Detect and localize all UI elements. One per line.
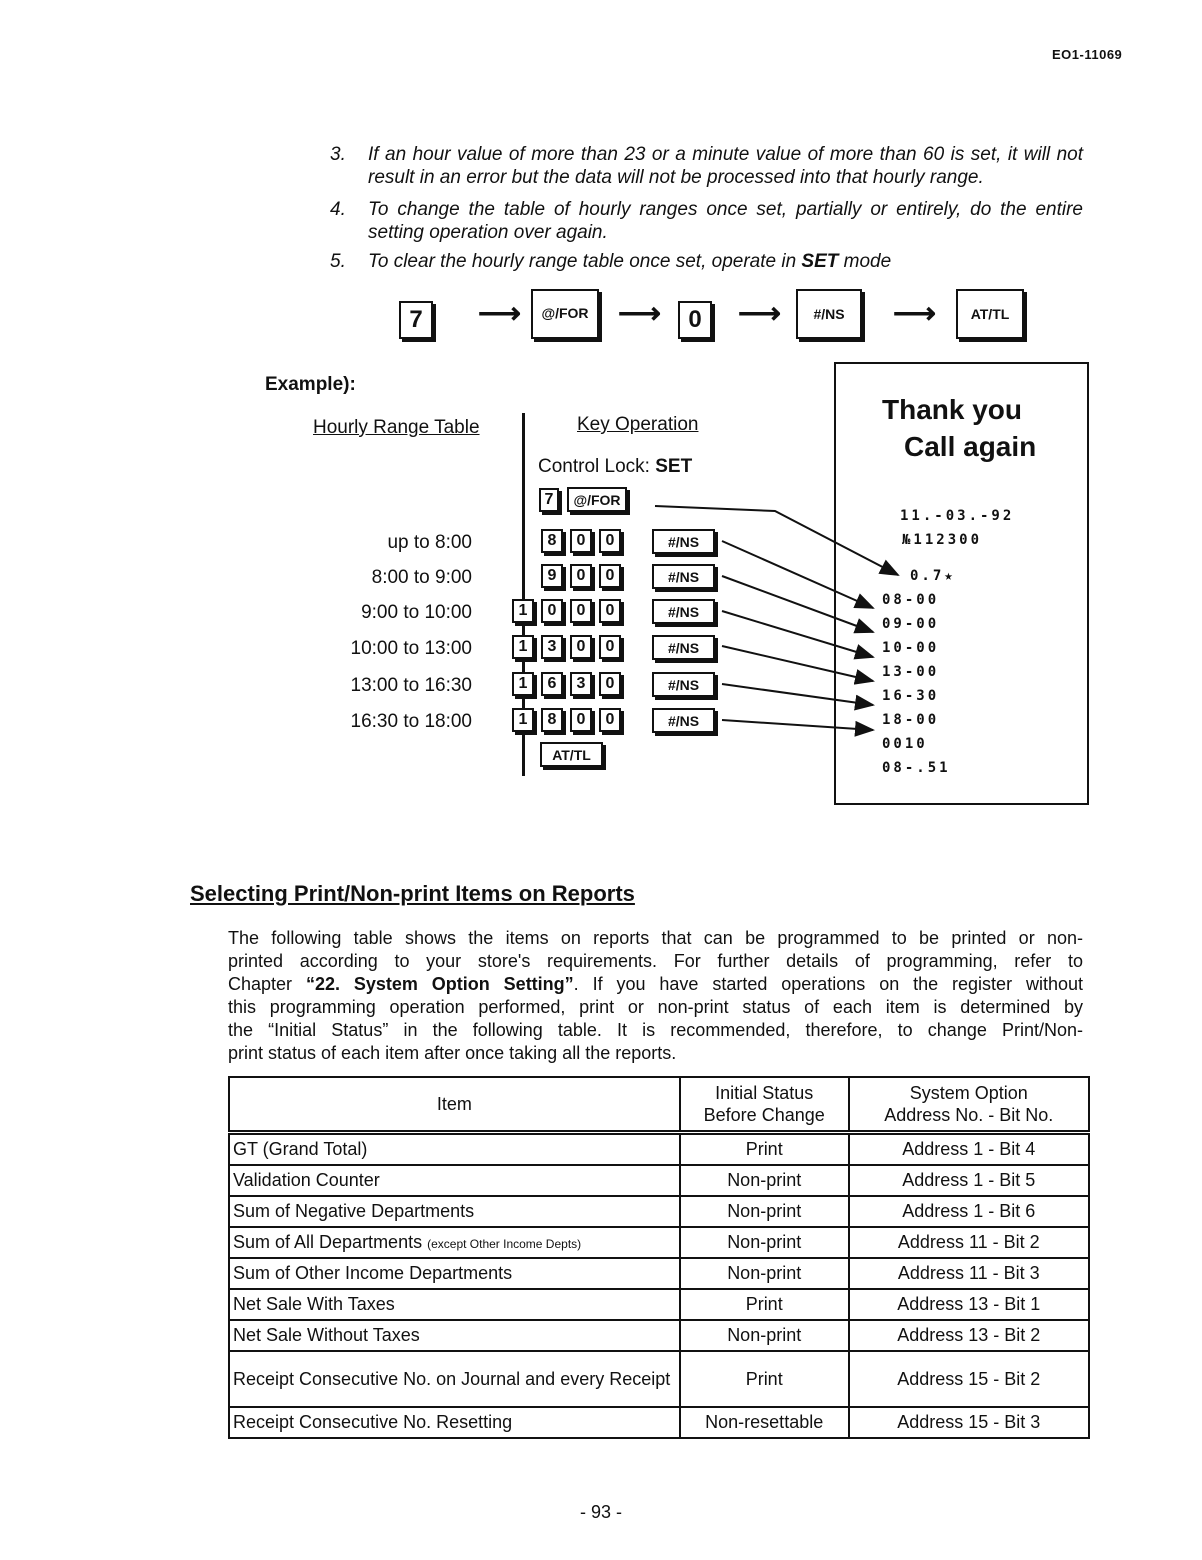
item-text: Sum of Other Income Departments	[233, 1263, 513, 1283]
key-0: 0	[678, 301, 712, 339]
digit-key: 0	[599, 529, 621, 553]
range-label: 10:00 to 13:00	[350, 638, 472, 659]
digit-key: 1	[512, 599, 534, 623]
header-item: Item	[229, 1077, 680, 1133]
item-text: Receipt Consecutive No. on Journal and every Receipt	[233, 1369, 671, 1389]
key-at-for: @/FOR	[567, 487, 627, 512]
receipt-line: 18-00	[882, 712, 940, 728]
arrow-right-icon: ⟶	[738, 297, 782, 330]
item-cell	[229, 1165, 680, 1196]
item-cell	[229, 1258, 680, 1289]
note-text: To clear the hourly range table once set, operate in SET mode	[368, 251, 892, 272]
key-ns: #/NS	[652, 672, 715, 697]
digit-key: 0	[570, 564, 592, 588]
status-cell: Print	[680, 1289, 849, 1320]
digit-key: 0	[570, 708, 592, 732]
receipt-line: 13-00	[882, 664, 940, 680]
status-cell: Non-print	[680, 1258, 849, 1289]
receipt-line: 09-00	[882, 616, 940, 632]
key-operation-heading: Key Operation	[577, 414, 699, 435]
digit-key: 0	[570, 635, 592, 659]
digit-key: 0	[541, 599, 563, 623]
hourly-range-heading: Hourly Range Table	[313, 417, 480, 438]
arrow-right-icon: ⟶	[618, 297, 662, 330]
table-row	[229, 1289, 1089, 1320]
receipt-line: 0010	[882, 736, 928, 752]
item-cell	[229, 1320, 680, 1351]
key-ns: #/NS	[652, 564, 715, 589]
section-paragraph: The following table shows the items on reports that can be programmed to be printed or non- printed according to your store's requirements. For further details of programming, refer to Chapter “22. System Option Setting”. If you have started operations on the register without this programming operation performed, print or non-print status of each item is determined by the “Initial Status” in the following table. It is recommended, therefore, to change Print/Non- print status of each item after once taking all the reports.	[228, 928, 1083, 1063]
digit-key: 0	[599, 708, 621, 732]
address-cell: Address 1 - Bit 4	[849, 1133, 1089, 1166]
table-row	[229, 1133, 1089, 1166]
range-label: 9:00 to 10:00	[361, 602, 472, 623]
arrow-right-icon: ⟶	[478, 297, 522, 330]
control-lock: Control Lock: SET	[538, 456, 693, 477]
table-row	[229, 1407, 1089, 1438]
digit-key: 0	[570, 599, 592, 623]
key-ns: #/NS	[652, 599, 715, 624]
digit-key: 1	[512, 708, 534, 732]
receipt-line: 0.7★	[910, 568, 956, 584]
item-text: Net Sale Without Taxes	[233, 1325, 420, 1345]
receipt-title-1: Thank you	[882, 394, 1023, 425]
digit-key: 1	[512, 672, 534, 696]
item-cell	[229, 1351, 680, 1407]
key-7: 7	[399, 301, 433, 339]
item-text: Sum of Negative Departments	[233, 1201, 475, 1221]
status-cell: Non-print	[680, 1165, 849, 1196]
item-cell	[229, 1133, 680, 1166]
address-cell: Address 11 - Bit 3	[849, 1258, 1089, 1289]
range-label: 8:00 to 9:00	[371, 567, 472, 588]
document-id: EO1-11069	[1052, 47, 1123, 62]
key-ns: #/NS	[652, 708, 715, 733]
table-row	[229, 1258, 1089, 1289]
digit-key: 0	[599, 672, 621, 696]
header-initial-status: Initial Status Before Change	[680, 1077, 849, 1133]
receipt	[834, 362, 1089, 805]
digit-key: 0	[599, 599, 621, 623]
item-text: GT (Grand Total)	[233, 1139, 368, 1159]
status-cell: Non-print	[680, 1196, 849, 1227]
digit-key: 8	[541, 708, 563, 732]
table-row	[229, 1165, 1089, 1196]
table-row	[229, 1196, 1089, 1227]
table-row	[229, 1320, 1089, 1351]
address-cell: Address 11 - Bit 2	[849, 1227, 1089, 1258]
digit-key: 6	[541, 672, 563, 696]
digit-key: 8	[541, 529, 563, 553]
digit-key: 1	[512, 635, 534, 659]
note-text: To change the table of hourly ranges once set, partially or entirely, do the entire setting operation over again.	[368, 199, 1083, 243]
receipt-line: 08-00	[882, 592, 940, 608]
address-cell: Address 13 - Bit 1	[849, 1289, 1089, 1320]
item-cell	[229, 1196, 680, 1227]
address-cell: Address 15 - Bit 2	[849, 1351, 1089, 1407]
status-cell: Non-resettable	[680, 1407, 849, 1438]
address-cell: Address 15 - Bit 3	[849, 1407, 1089, 1438]
item-note: (except Other Income Depts)	[427, 1237, 582, 1251]
digit-key: 9	[541, 564, 563, 588]
receipt-line: 08-.51	[882, 760, 951, 776]
print-items-table	[228, 1076, 1090, 1439]
item-text: Net Sale With Taxes	[233, 1294, 395, 1314]
digit-key: 0	[599, 564, 621, 588]
key-ns: #/NS	[652, 529, 715, 554]
note-number: 3.	[330, 144, 346, 165]
digit-key: 3	[541, 635, 563, 659]
receipt-line: 16-30	[882, 688, 940, 704]
receipt-number: №112300	[902, 532, 983, 548]
note-text: If an hour value of more than 23 or a minute value of more than 60 is set, it will not result in an error but the data will not be processed into that hourly range.	[368, 144, 1083, 188]
page-number: - 93 -	[579, 1502, 622, 1522]
section-heading: Selecting Print/Non-print Items on Reports	[190, 881, 635, 906]
key-ns: #/NS	[796, 289, 862, 339]
item-text: Validation Counter	[233, 1170, 380, 1190]
item-cell	[229, 1407, 680, 1438]
note-number: 4.	[330, 199, 346, 220]
digit-key: 0	[570, 529, 592, 553]
key-at-for: @/FOR	[531, 289, 599, 339]
key-at-tl: AT/TL	[540, 742, 603, 767]
arrow-right-icon: ⟶	[893, 297, 937, 330]
address-cell: Address 1 - Bit 5	[849, 1165, 1089, 1196]
example-label: Example):	[265, 374, 356, 395]
status-cell: Non-print	[680, 1320, 849, 1351]
receipt-date: 11.-03.-92	[900, 508, 1015, 524]
receipt-line: 10-00	[882, 640, 940, 656]
table-row	[229, 1227, 1089, 1258]
address-cell: Address 13 - Bit 2	[849, 1320, 1089, 1351]
digit-key: 3	[570, 672, 592, 696]
address-cell: Address 1 - Bit 6	[849, 1196, 1089, 1227]
item-cell	[229, 1227, 680, 1258]
item-text: Sum of All Departments	[233, 1232, 428, 1252]
key-ns: #/NS	[652, 635, 715, 660]
item-text: Receipt Consecutive No. Resetting	[233, 1412, 513, 1432]
status-cell: Print	[680, 1351, 849, 1407]
digit-key: 0	[599, 635, 621, 659]
header-system-option: System Option Address No. - Bit No.	[849, 1077, 1089, 1133]
key-at-tl: AT/TL	[956, 289, 1024, 339]
key-7: 7	[539, 488, 559, 512]
item-cell	[229, 1289, 680, 1320]
range-label: up to 8:00	[387, 532, 472, 553]
table-row	[229, 1351, 1089, 1407]
status-cell: Print	[680, 1133, 849, 1166]
status-cell: Non-print	[680, 1227, 849, 1258]
receipt-title-2: Call again	[904, 431, 1037, 462]
range-label: 16:30 to 18:00	[350, 711, 472, 732]
note-number: 5.	[330, 251, 346, 272]
range-label: 13:00 to 16:30	[350, 675, 472, 696]
